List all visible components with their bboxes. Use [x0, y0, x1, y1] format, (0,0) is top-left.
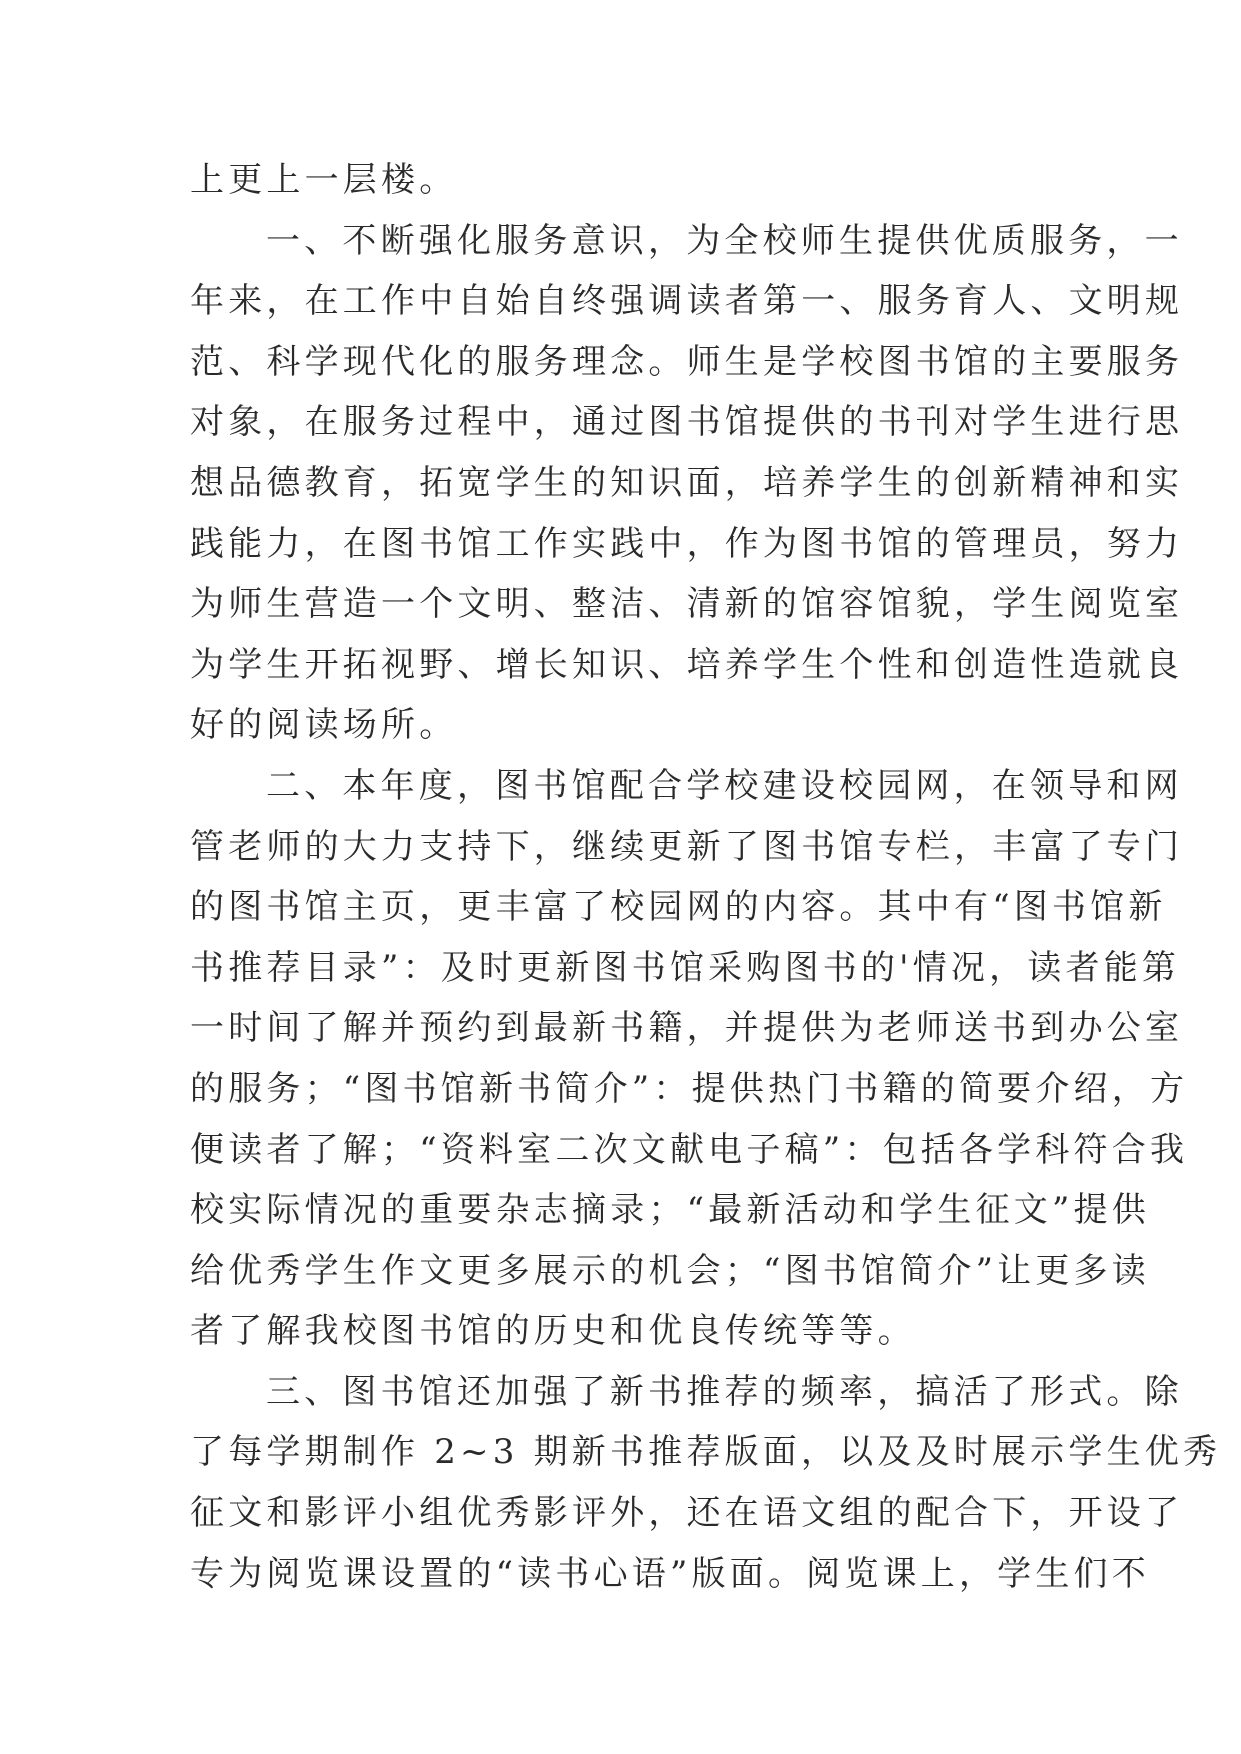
text-line: 的图书馆主页，更丰富了校园网的内容。其中有“图书馆新	[190, 887, 1167, 928]
text-line: 给优秀学生作文更多展示的机会；“图书馆简介”让更多读	[190, 1250, 1150, 1291]
text-line: 的服务；“图书馆新书简介”：提供热门书籍的简要介绍，方	[190, 1068, 1189, 1109]
text-line: 一时间了解并预约到最新书籍，并提供为老师送书到办公室	[190, 1008, 1184, 1049]
text-line: 对象，在服务过程中，通过图书馆提供的书刊对学生进行思	[190, 402, 1184, 443]
text-line: 三、图书馆还加强了新书推荐的频率，搞活了形式。除	[266, 1371, 1183, 1412]
text-line: 范、科学现代化的服务理念。师生是学校图书馆的主要服务	[190, 341, 1184, 382]
text-line: 便读者了解；“资料室二次文献电子稿”：包括各学科符合我	[190, 1129, 1189, 1170]
text-line: 者了解我校图书馆的历史和优良传统等等。	[190, 1311, 916, 1352]
text-line: 书推荐目录”：及时更新图书馆采购图书的'情况，读者能第	[190, 947, 1181, 988]
text-line: 征文和影评小组优秀影评外，还在语文组的配合下，开设了	[190, 1493, 1184, 1534]
text-line: 为学生开拓视野、增长知识、培养学生个性和创造性造就良	[190, 644, 1184, 685]
text-line: 为师生营造一个文明、整洁、清新的馆容馆貌，学生阅览室	[190, 584, 1184, 625]
text-line: 想品德教育，拓宽学生的知识面，培养学生的创新精神和实	[190, 462, 1184, 503]
text-line: 了每学期制作 2~3 期新书推荐版面，以及及时展示学生优秀	[190, 1432, 1222, 1473]
text-line: 上更上一层楼。	[190, 160, 458, 200]
text-line: 践能力，在图书馆工作实践中，作为图书馆的管理员，努力	[190, 523, 1184, 564]
text-line: 管老师的大力支持下，继续更新了图书馆专栏，丰富了专门	[190, 826, 1184, 867]
text-line: 专为阅览课设置的“读书心语”版面。阅览课上，学生们不	[190, 1553, 1150, 1594]
text-line: 校实际情况的重要杂志摘录；“最新活动和学生征文”提供	[190, 1190, 1150, 1231]
text-line: 二、本年度，图书馆配合学校建设校园网，在领导和网	[266, 765, 1183, 806]
text-line: 好的阅读场所。	[190, 705, 458, 746]
text-line: 一、不断强化服务意识，为全校师生提供优质服务，一	[266, 220, 1183, 261]
body-text	[190, 150, 1222, 1604]
text-line: 年来，在工作中自始自终强调读者第一、服务育人、文明规	[190, 281, 1184, 322]
